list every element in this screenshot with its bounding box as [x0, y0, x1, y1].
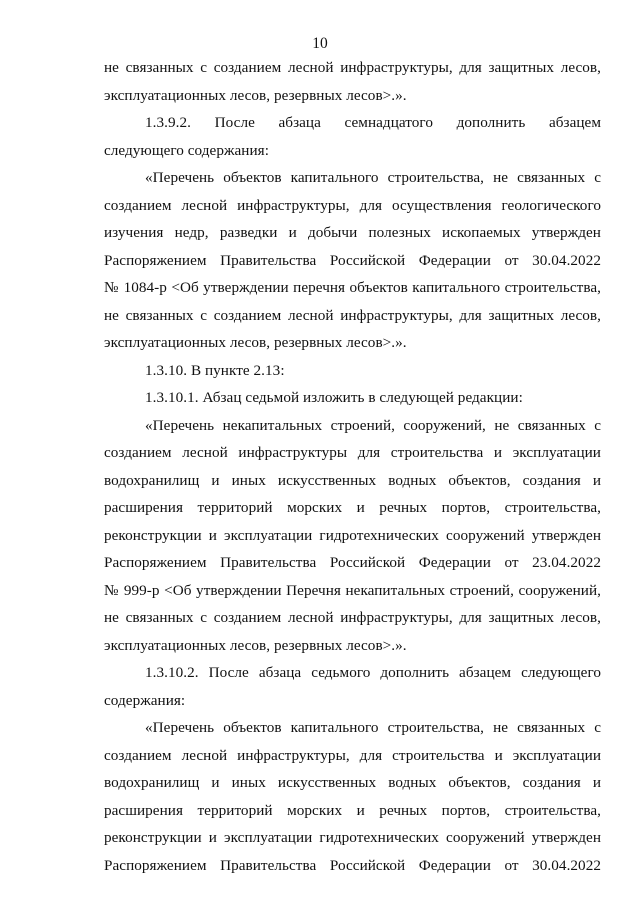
document-line: № 1084-р <Об утверждении перечня объектов капитального строительства, — [104, 279, 601, 296]
document-line: не связанных с созданием лесной инфраструктуры, для защитных лесов, — [104, 306, 601, 324]
document-line: созданием лесной инфраструктуры для строительства и эксплуатации — [104, 444, 601, 461]
document-line: 1.3.10.1. Абзац седьмой изложить в следующей редакции: — [145, 389, 523, 406]
document-line: не связанных с созданием лесной инфраструктуры, для защитных лесов, — [104, 59, 601, 76]
document-line: созданием лесной инфраструктуры, для осуществления геологического — [104, 196, 601, 214]
document-line: № 999-р <Об утверждении Перечня некапитальных строений, сооружений, — [104, 581, 601, 599]
document-line: изучения недр, разведки и добычи полезных ископаемых утвержден — [104, 224, 601, 241]
document-line: эксплуатационных лесов, резервных лесов>.». — [104, 86, 407, 104]
document-line: расширения территорий морских и речных портов, строительства, — [104, 801, 601, 819]
document-line: Распоряжением Правительства Российской Федерации от 30.04.2022 — [104, 856, 601, 874]
document-line: следующего содержания: — [104, 141, 269, 159]
document-line: расширения территорий морских и речных портов, строительства, — [104, 499, 601, 516]
document-line: не связанных с созданием лесной инфраструктуры, для защитных лесов, — [104, 609, 601, 626]
page-number: 10 — [312, 35, 328, 52]
document-line: содержания: — [104, 691, 186, 709]
document-line: реконструкции и эксплуатации гидротехнических сооружений утвержден — [104, 526, 601, 544]
document-line: 1.3.9.2. После абзаца семнадцатого дополнить абзацем — [145, 114, 601, 131]
document-line: «Перечень объектов капитального строительства, не связанных с — [145, 719, 601, 736]
document-line: реконструкции и эксплуатации гидротехнических сооружений утвержден — [104, 829, 601, 846]
document-line: 1.3.10. В пункте 2.13: — [145, 361, 285, 379]
document-body — [104, 57, 601, 882]
document-line: водохранилищ и иных искусственных водных объектов, создания и — [104, 774, 601, 791]
document-line: Распоряжением Правительства Российской Федерации от 23.04.2022 — [104, 554, 601, 571]
document-line: водохранилищ и иных искусственных водных объектов, создания и — [104, 471, 601, 489]
document-line: эксплуатационных лесов, резервных лесов>.». — [104, 334, 407, 351]
document-line: эксплуатационных лесов, резервных лесов>.». — [104, 636, 407, 654]
document-line: созданием лесной инфраструктуры, для строительства и эксплуатации — [104, 746, 601, 764]
document-line: 1.3.10.2. После абзаца седьмого дополнить абзацем следующего — [145, 664, 601, 681]
document-line: Распоряжением Правительства Российской Федерации от 30.04.2022 — [104, 251, 601, 269]
document-line: «Перечень некапитальных строений, сооружений, не связанных с — [145, 416, 601, 434]
document-line: «Перечень объектов капитального строительства, не связанных с — [145, 169, 601, 186]
